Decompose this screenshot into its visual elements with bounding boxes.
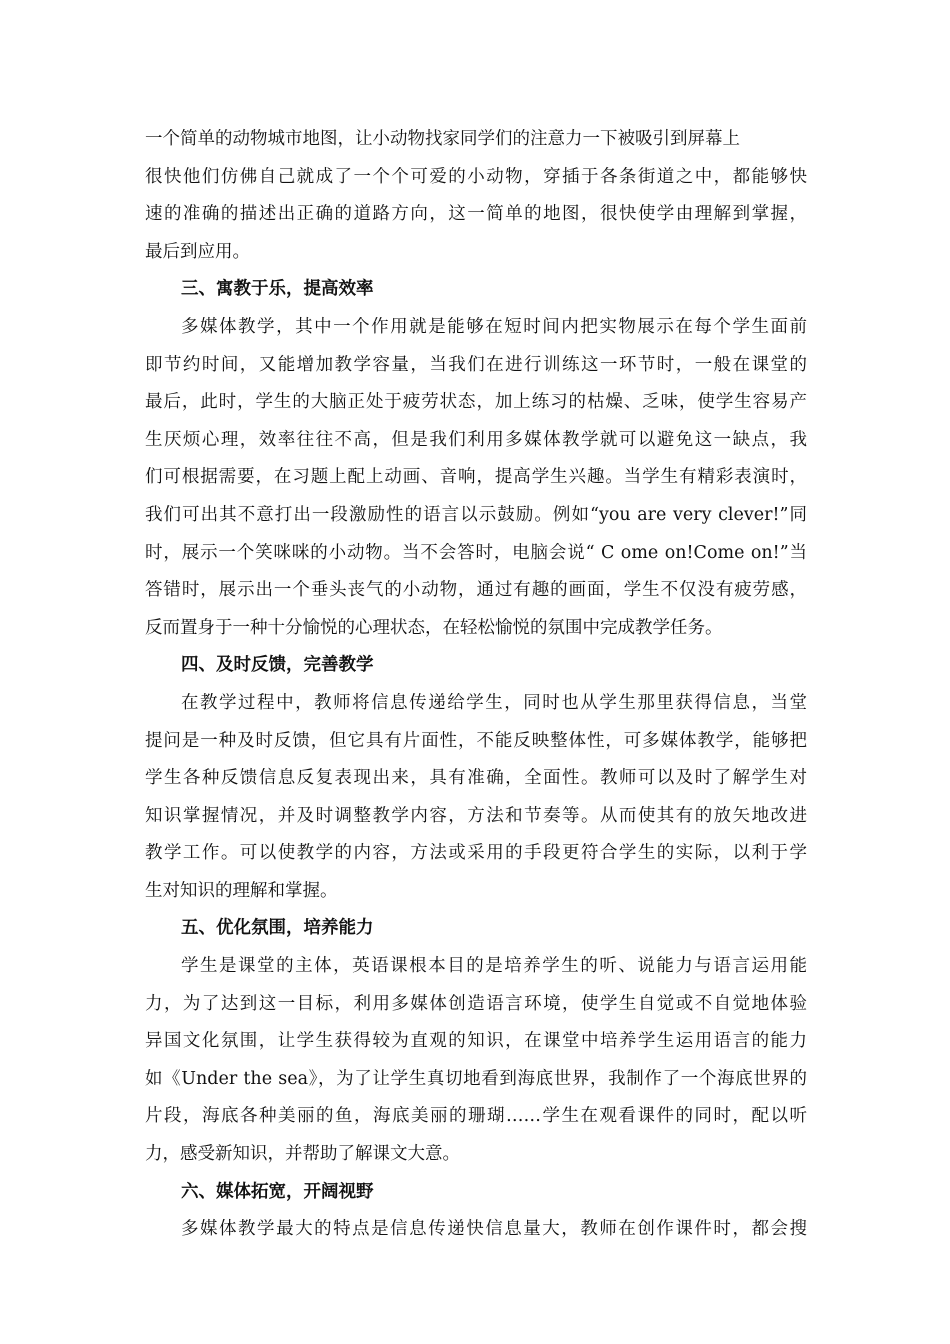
section-heading: 四、及时反馈，完善教学 xyxy=(181,655,374,676)
paragraph-line: 教学工作。可以使教学的内容，方法或采用的手段更符合学生的实际，以利于学 xyxy=(145,843,807,864)
paragraph-first-line: 在教学过程中，教师将信息传递给学生，同时也从学生那里获得信息，当堂 xyxy=(181,692,807,713)
paragraph-line: 最后，此时，学生的大脑正处于疲劳状态，加上练习的枯燥、乏味，使学生容易产 xyxy=(145,392,807,413)
paragraph-line: 速的准确的描述出正确的道路方向，这一简单的地图，很快使学由理解到掌握， xyxy=(145,204,807,225)
paragraph-line: 生厌烦心理，效率往往不高，但是我们利用多媒体教学就可以避免这一缺点，我 xyxy=(145,429,807,450)
paragraph-line: 们可根据需要，在习题上配上动画、音响，提高学生兴趣。当学生有精彩表演时， xyxy=(145,467,807,488)
paragraph-line: 很快他们仿佛自己就成了一个个可爱的小动物，穿插于各条街道之中，都能够快 xyxy=(145,166,807,187)
paragraph-line: 片段，海底各种美丽的鱼，海底美丽的珊瑚……学生在观看课件的同时，配以听 xyxy=(145,1106,807,1127)
document-body xyxy=(145,121,807,1249)
paragraph-first-line: 学生是课堂的主体，英语课根本目的是培养学生的听、说能力与语言运用能 xyxy=(181,956,807,977)
section-heading: 六、媒体拓宽，开阔视野 xyxy=(181,1181,374,1202)
paragraph-line: 一个简单的动物城市地图，让小动物找家同学们的注意力一下被吸引到屏幕上 xyxy=(145,129,740,149)
paragraph-line: 异国文化氛围，让学生获得较为直观的知识，在课堂中培养学生运用语言的能力 xyxy=(145,1031,807,1052)
paragraph-line: 如《Under the sea》，为了让学生真切地看到海底世界，我制作了一个海底世界的 xyxy=(145,1068,807,1089)
paragraph-line: 即节约时间，又能增加教学容量，当我们在进行训练这一环节时，一般在课堂的 xyxy=(145,354,807,375)
paragraph-line: 反而置身于一种十分愉悦的心理状态，在轻松愉悦的氛围中完成教学任务。 xyxy=(145,617,723,638)
paragraph-line: 时，展示一个笑咪咪的小动物。当不会答时，电脑会说“ C ome on!Come on!”当 xyxy=(145,542,807,563)
paragraph-line: 答错时，展示出一个垂头丧气的小动物，通过有趣的画面，学生不仅没有疲劳感， xyxy=(145,580,807,601)
section-heading: 三、寓教于乐，提高效率 xyxy=(181,279,374,300)
paragraph-line: 提问是一种及时反馈，但它具有片面性，不能反映整体性，可多媒体教学，能够把 xyxy=(145,730,807,751)
paragraph-first-line: 多媒体教学，其中一个作用就是能够在短时间内把实物展示在每个学生面前 xyxy=(181,316,807,337)
paragraph-line: 学生各种反馈信息反复表现出来，具有准确，全面性。教师可以及时了解学生对 xyxy=(145,768,807,789)
section-heading: 五、优化氛围，培养能力 xyxy=(181,918,374,939)
paragraph-line: 我们可出其不意打出一段激励性的语言以示鼓励。例如“you are very clever!”同 xyxy=(145,504,807,525)
paragraph-line: 力，为了达到这一目标，利用多媒体创造语言环境，使学生自觉或不自觉地体验 xyxy=(145,993,807,1014)
paragraph-line: 最后到应用。 xyxy=(145,241,250,262)
paragraph-line: 力，感受新知识，并帮助了解课文大意。 xyxy=(145,1144,460,1165)
paragraph-first-line: 多媒体教学最大的特点是信息传递快信息量大，教师在创作课件时，都会搜 xyxy=(181,1219,807,1240)
paragraph-line: 知识掌握情况，并及时调整教学内容，方法和节奏等。从而使其有的放矢地改进 xyxy=(145,805,807,826)
paragraph-line: 生对知识的理解和掌握。 xyxy=(145,880,338,901)
